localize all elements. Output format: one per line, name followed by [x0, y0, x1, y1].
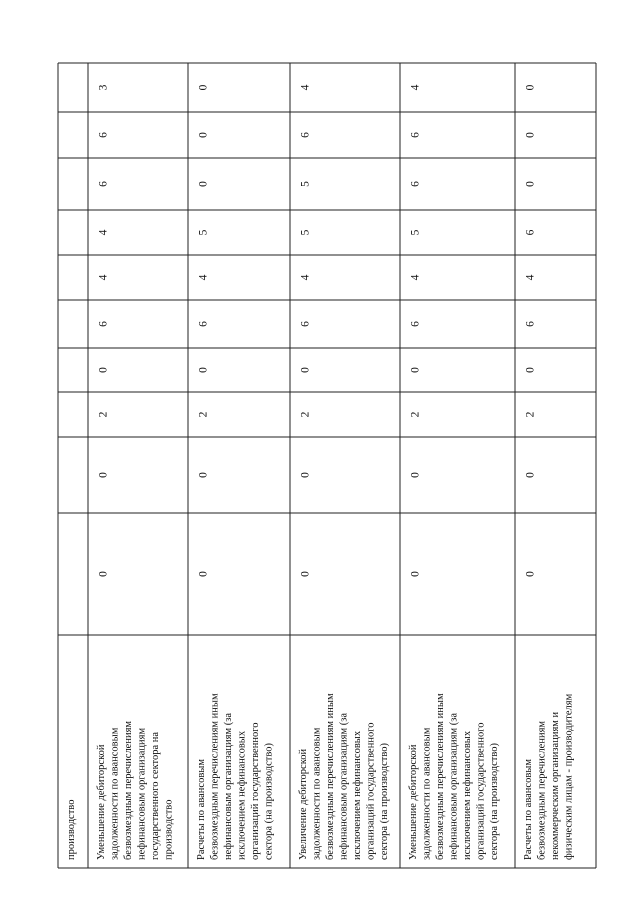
label-line: Уменьшение дебиторской: [408, 744, 419, 860]
table-cell-value: 0: [409, 571, 422, 577]
table-cell-value: 0: [524, 571, 537, 577]
table-cell-value: 4: [97, 229, 110, 236]
table-cell-value: 0: [409, 472, 422, 478]
table-cell-value: 6: [409, 321, 422, 327]
label-line: исключением нефинансовых: [352, 730, 363, 860]
label-line: нефинансовым организациям (за: [338, 712, 350, 860]
label-line: безвозмездным перечислениям: [536, 720, 548, 860]
table-row-label: [523, 693, 575, 860]
label-line: исключением нефинансовых: [236, 730, 248, 860]
table-cell-value: 0: [97, 472, 110, 478]
table-cell-value: 4: [97, 274, 110, 281]
label-line: задолженности по авансовым: [311, 727, 323, 860]
label-line: задолженности по авансовым: [421, 727, 433, 860]
table-cell-value: 2: [97, 411, 110, 418]
table-cell-value: 0: [524, 132, 537, 138]
table-cell-value: 0: [299, 571, 312, 577]
label-line: сектора (на производство): [379, 743, 390, 860]
table-row-label: [96, 721, 175, 860]
table-cell-value: 5: [299, 229, 312, 236]
table-cell-value: 0: [197, 132, 210, 138]
table-cell-value: 6: [409, 181, 422, 187]
table-cell-value: 0: [524, 181, 537, 187]
table-cell-value: 4: [524, 274, 537, 281]
table-cell-value: 2: [197, 411, 210, 418]
label-line: исключением нефинансовых: [462, 730, 473, 860]
table-cell-value: 6: [197, 321, 210, 327]
label-line: Расчеты по авансовым: [523, 759, 534, 860]
label-line: нефинансовым организациям (за: [223, 712, 234, 860]
label-line: Увеличение дебиторской: [298, 748, 309, 860]
label-line: производство: [163, 799, 175, 860]
label-line: нефинансовым организациям (за: [448, 712, 460, 860]
table-cell-value: 0: [524, 84, 537, 91]
table-cell-value: 2: [409, 411, 422, 418]
table-cell-value: 0: [197, 472, 210, 478]
table-row-label: [298, 693, 390, 860]
table-cell-value: 0: [197, 367, 210, 373]
table-cell-value: 6: [524, 321, 537, 327]
table-cell-value: 0: [197, 571, 210, 577]
label-line: государственного сектора на: [150, 731, 161, 860]
label-line: организаций государственного: [475, 722, 487, 860]
table-cell-value: 5: [197, 229, 210, 236]
table-cell-value: 0: [524, 367, 537, 373]
table-cell-value: 5: [299, 181, 312, 187]
table-cell-value: 2: [524, 411, 537, 418]
label-line: безвозмездным перечислениям иным: [435, 693, 446, 860]
table-row-label: [408, 693, 500, 860]
table-cell-value: 3: [97, 84, 110, 91]
table-row-label: [196, 693, 275, 860]
table-cell-value: 4: [409, 84, 422, 91]
table-cell-value: 6: [97, 132, 110, 138]
label-line: Расчеты по авансовым: [196, 759, 207, 860]
label-line: организаций государственного: [365, 722, 377, 860]
table-cell-value: 6: [409, 132, 422, 138]
table-cell-value: 6: [299, 132, 312, 138]
table-cell-value: 6: [97, 181, 110, 187]
table-cell-value: 6: [97, 321, 110, 327]
label-line: безвозмездным перечислениям иным: [325, 693, 336, 860]
table-cell-value: 0: [524, 472, 537, 478]
label-line: физическим лицам - производителям: [563, 693, 575, 860]
table-cell-value: 4: [299, 274, 312, 281]
label-line: сектора (на производство): [489, 743, 500, 860]
table-cell-value: 0: [197, 181, 210, 187]
table-cell-value: 0: [299, 367, 312, 373]
table-cell-value: 0: [197, 84, 210, 91]
table-cell-value: 4: [409, 274, 422, 281]
label-line: производство: [66, 799, 77, 860]
table-cell-value: 0: [409, 367, 422, 373]
label-line: сектора (на производство): [263, 743, 275, 860]
label-line: некоммерческим организациям и: [550, 711, 561, 860]
table-cell-value: 0: [97, 571, 110, 577]
table-cell-value: 2: [299, 411, 312, 418]
label-line: задолженности по авансовым: [109, 727, 121, 860]
table-cell-value: 6: [299, 321, 312, 327]
table-cell-value: 6: [524, 229, 537, 236]
table-cell-value: 5: [409, 229, 422, 236]
label-line: нефинансовым организациям: [136, 727, 148, 860]
table-cell-value: 4: [197, 274, 210, 281]
table-cell-value: 0: [97, 367, 110, 373]
label-line: Уменьшение дебиторской: [96, 744, 107, 860]
table-row-label: [66, 800, 77, 860]
label-line: безвозмездным перечислениям: [123, 720, 134, 860]
table-cell-value: 0: [299, 472, 312, 478]
label-line: безвозмездным перечислениям иным: [209, 693, 221, 860]
table-cells: [66, 84, 575, 860]
table-cell-value: 4: [299, 84, 312, 91]
label-line: организаций государственного: [250, 722, 261, 860]
